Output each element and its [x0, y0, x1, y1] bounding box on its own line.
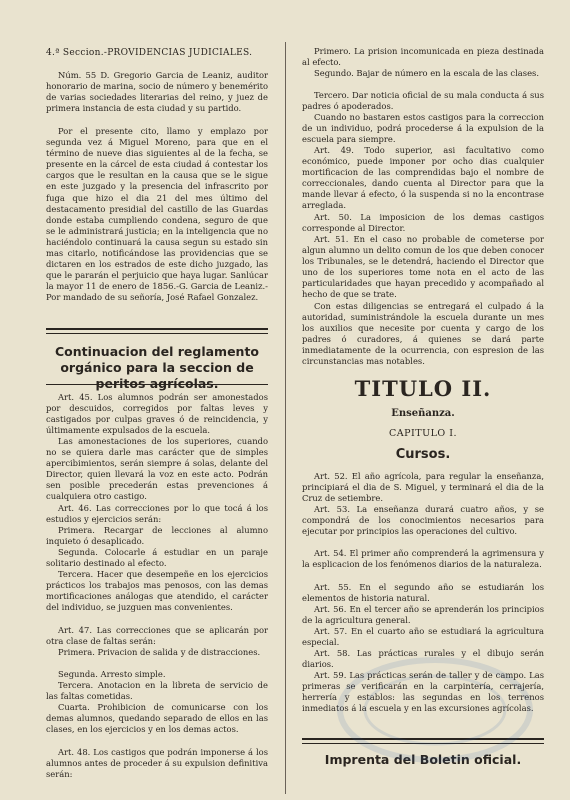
divider [46, 328, 268, 334]
article-47-first: Primera. Privacion de salida y de distracciones. [58, 647, 261, 657]
article-58: Art. 58. Las prácticas rurales y el dibujo serán diarios. [302, 648, 544, 670]
article-46-second: Segunda. Colocarle á estudiar en un paraje solitario destinado al efecto. [46, 547, 268, 569]
library-stamp-watermark [330, 650, 540, 770]
punishment-third: Tercero. Dar noticia oficial de su mala conducta á sus padres ó apoderados. [302, 90, 544, 112]
article-49: Art. 49. Todo superior, asi facultativo como económico, puede imponer por ocho dias cualquier mortificacion de las comprendidas bajo el nombre de correccionales, dando cuenta al Director para que la mande llevar á efecto, ó la suspenda si no la encontrase arreglada. [302, 145, 544, 211]
section-header: 4.ª Seccion.-PROVIDENCIAS JUDICIALES. [46, 48, 253, 58]
article-46: Art. 46. Las correcciones por lo que tocá á los estudios y ejercicios serán: [46, 503, 268, 525]
capitulo-heading: CAPITULO I. [388, 428, 457, 439]
amonestaciones-paragraph: Las amonestaciones de los superiores, cuando no se quiera darle mas carácter que de simples apercibimientos, serán siempre á solas, delante del Director, quien llevará la voz en este acto. Podrán sen posible precederán estas prevenciones á cualquiera otro castigo. [46, 436, 268, 502]
divider [46, 384, 268, 385]
article-46-first: Primera. Recargar de lecciones al alumno inquieto ó desaplicado. [46, 525, 268, 547]
expulsion-paragraph: Cuando no bastaren estos castigos para la correccion de un individuo, podrá procederse á la expulsion de la escuela para siempre. [302, 112, 544, 145]
titulo-heading: TITULO II. [354, 376, 492, 401]
cursos-heading: Cursos. [395, 447, 451, 462]
article-46-third: Tercera. Hacer que desempeñe en los ejercicios prácticos los trabajos mas penosos, con las demas mortificaciones análogas que atendido, el carácter del individuo, se juzguen mas convenientes. [46, 569, 268, 613]
article-59: Art. 59. Las prácticas serán de taller y de campo. Las primeras se verificarán en la carpintería, cerrajería, herrería y establos: las segundas en los terrenos inmediatos á la escuela y en las excursiones agrícolas. [302, 670, 544, 714]
judicial-notice-body: Por el presente cito, llamo y emplazo por segunda vez á Miguel Moreno, para que en el término de nueve dias siguientes al de la fecha, se presente en la cárcel de esta ciudad á contestar los cargos que le resultan en la causa que se le sigue en este juzgado y la presencia del infrascrito por fuga que hizo el dia 21 del mes último del destacamento presidial del castillo de las Guardas donde estaba cumpliendo condena, seguro de que se le administrará justicia; en la inteligencia que no haciéndolo continuará la causa segun su estado sin mas citarlo, notificándose las providencias que se dictaren en los estrados de este dicho juzgado, las que le pararán el perjuicio que haya lugar. Sanlúcar la mayor 11 de enero de 1856.-G. Garcia de Leaniz.-Por mandado de su señoría, José Rafael Gonzalez. [46, 126, 268, 303]
article-57: Art. 57. En el cuarto año se estudiará la agricultura especial. [302, 626, 544, 648]
ensenanza-heading: Enseñanza. [391, 408, 455, 419]
punishment-second: Segundo. Bajar de número en la escala de las clases. [314, 68, 540, 78]
punishment-first: Primero. La prision incomunicada en pieza destinada al efecto. [302, 46, 544, 68]
article-48: Art. 48. Los castigos que podrán imponerse á los alumnos antes de proceder á su expulsion definitiva serán: [46, 747, 268, 780]
article-50: Art. 50. La imposicion de los demas castigos corresponde al Director. [302, 212, 544, 234]
article-47-third: Tercera. Anotacion en la libreta de servicio de las faltas cometidas. [46, 680, 268, 702]
article-45: Art. 45. Los alumnos podrán ser amonestados por descuidos, corregidos por faltas leves y castigados por culpas graves ó de reincidencia, y últimamente expulsados de la escuela. [46, 392, 268, 436]
article-53: Art. 53. La enseñanza durará cuatro años, y se compondrá de los conocimientos necesarios para ejecutar por principios las operaciones del cultivo. [302, 504, 544, 537]
article-51: Art. 51. En el caso no probable de cometerse por algun alumno un delito comun de los que deben conocer los Tribunales, se le detendrá, haciendo el Director que uno de los superiores tome nota en el acto de las particularidades que hayan precedido y acompañado al hecho de que se trate. [302, 234, 544, 300]
article-47-fourth: Cuarta. Prohibicion de comunicarse con los demas alumnos, quedando separado de ellos en las clases, en los ejercicios y en los demas actos. [46, 702, 268, 735]
column-rule [285, 42, 286, 794]
article-47-second: Segunda. Arresto simple. [58, 669, 166, 679]
article-55: Art. 55. En el segundo año se estudiarán los elementos de historia natural. [302, 582, 544, 604]
article-47: Art. 47. Las correcciones que se aplicarán por otra clase de faltas serán: [46, 625, 268, 647]
judicial-notice-intro: Núm. 55 D. Gregorio Garcia de Leaniz, auditor honorario de marina, socio de número y benemérito de varias sociedades literarias del reino, y juez de primera instancia de esta ciudad y su partido. [46, 70, 268, 114]
printer-imprint: Imprenta del Boletin oficial. [324, 752, 522, 767]
article-56: Art. 56. En el tercer año se aprenderán los principios de la agricultura general. [302, 604, 544, 626]
delivery-paragraph: Con estas diligencias se entregará el culpado á la autoridad, suministrándole la escuela durante un mes los auxilios que necesite por cuenta y cargo de los padres ó curadores, á quienes se dará parte inmediatamente de la ocurrencia, con espresion de las circunstancias mas notables. [302, 301, 544, 367]
regulation-title: Continuacion del reglamento orgánico para la seccion de peritos agrícolas. [54, 344, 260, 391]
article-52: Art. 52. El año agrícola, para regular la enseñanza, principiará el dia de S. Miguel, y terminará el dia de la Cruz de setiembre. [302, 471, 544, 504]
article-54: Art. 54. El primer año comprenderá la agrimensura y la esplicacion de los fenómenos diarios de la naturaleza. [302, 548, 544, 570]
